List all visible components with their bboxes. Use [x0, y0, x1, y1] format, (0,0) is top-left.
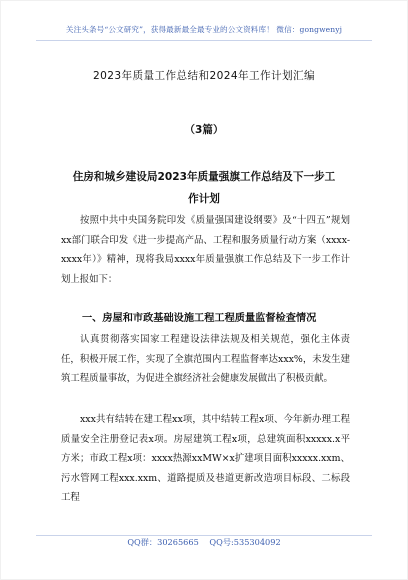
footer — [0, 537, 408, 548]
section-title: 住房和城乡建设局2023年质量强旗工作总结及下一步工作计划 — [72, 171, 336, 205]
document-title: 2023年质量工作总结和2024年工作计划汇编 — [92, 70, 316, 82]
document-count: （3篇） — [184, 124, 224, 136]
paragraph-projects: xxx共有结转在建工程xx项，其中结转工程x项、今年新办理工程质量安全注册登记表x项。房屋建筑工程x项，总建筑面积xxxxx.x平方米；市政工程x项：xxxx热源xxMW×x扩建项目面积xxxxx.xxm、污水管网工程xxx.xxm、道路提质及巷道更新改造项目标段、二标段工程 — [61, 414, 350, 503]
footer-qq-group: QQ群：30265665 — [127, 537, 199, 547]
header-banner: 关注头条号“公文研究”，获得最新最全最专业的公文资料库！ 微信：gongwenyj — [65, 25, 343, 34]
footer-qq-number: QQ号:535304092 — [209, 537, 281, 547]
footer-divider — [36, 535, 372, 536]
paragraph-supervision: 认真贯彻落实国家工程建设法律法规及相关规范，强化主体责任，积极开展工作，实现了全旗范围内工程监督率达xxx%，未发生建筑工程质量事故，为促进全旗经济社会健康发展做出了积极贡献。 — [61, 334, 350, 384]
paragraph-intro: 按照中共中央国务院印发《质量强国建设纲要》及“十四五”规划xx部门联合印发《进一步提高产品、工程和服务质量行动方案（xxxx-xxxx年）》精神，现将我局xxxx年质量强旗工作总结及下一步工作计划上报如下： — [61, 215, 350, 285]
header-divider — [36, 40, 372, 41]
heading-section-1: 一、房屋和市政基础设施工程工程质量监督检查情况 — [82, 313, 317, 324]
